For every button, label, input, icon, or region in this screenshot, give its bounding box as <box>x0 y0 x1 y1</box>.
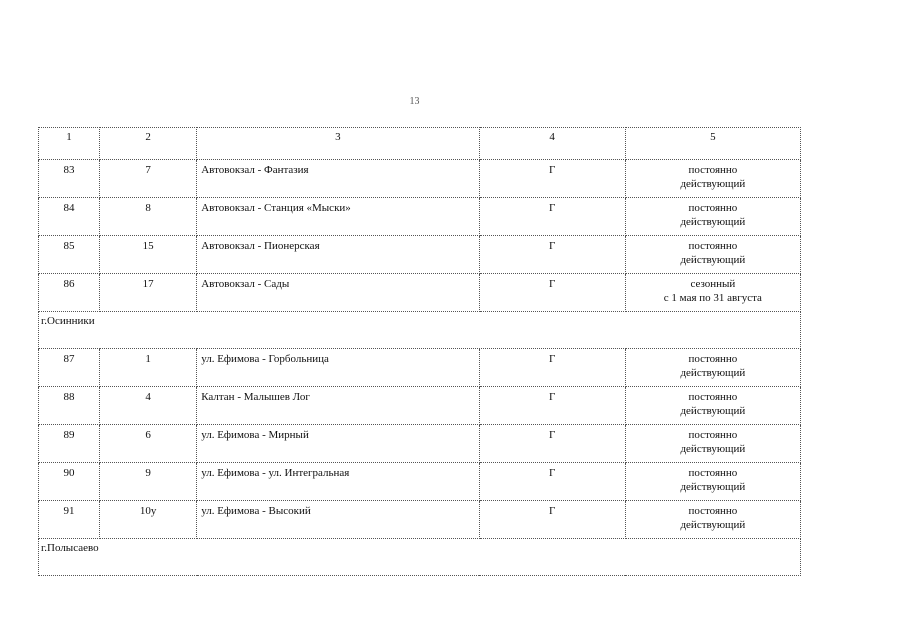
city-section-row <box>39 312 801 349</box>
route-number-cell: 10у <box>100 501 197 539</box>
header-cell-5: 5 <box>625 128 800 160</box>
operation-mode-line: действующий <box>680 254 746 266</box>
route-kind-cell: Г <box>479 160 625 198</box>
operation-mode-line: действующий <box>680 519 746 531</box>
header-cell-4: 4 <box>479 128 625 160</box>
operation-mode-line: действующий <box>680 367 746 379</box>
city-section-row <box>39 539 801 576</box>
route-kind-cell: Г <box>479 463 625 501</box>
operation-mode-cell <box>625 236 800 274</box>
table-header-row <box>39 128 801 160</box>
operation-mode-line: действующий <box>680 481 746 493</box>
operation-mode-line: постоянно <box>688 391 738 403</box>
table-row <box>39 463 801 501</box>
operation-mode-line: действующий <box>680 178 746 190</box>
operation-mode-cell <box>625 425 800 463</box>
operation-mode-line: постоянно <box>688 429 738 441</box>
operation-mode-cell <box>625 349 800 387</box>
route-number-cell: 7 <box>100 160 197 198</box>
route-number-cell: 15 <box>100 236 197 274</box>
operation-mode-cell <box>625 160 800 198</box>
row-number-cell: 91 <box>39 501 100 539</box>
operation-mode-line: с 1 мая по 31 августа <box>663 292 762 304</box>
row-number-cell: 88 <box>39 387 100 425</box>
page-number: 13 <box>409 96 420 107</box>
row-number-cell: 83 <box>39 160 100 198</box>
route-number-cell: 9 <box>100 463 197 501</box>
operation-mode-line: сезонный <box>690 278 736 290</box>
route-kind-cell: Г <box>479 198 625 236</box>
operation-mode-line: действующий <box>680 216 746 228</box>
route-name-cell: Автовокзал - Сады <box>197 274 479 312</box>
route-number-cell: 6 <box>100 425 197 463</box>
routes-table <box>38 127 801 576</box>
operation-mode-cell <box>625 501 800 539</box>
route-number-cell: 4 <box>100 387 197 425</box>
route-number-cell: 8 <box>100 198 197 236</box>
route-kind-cell: Г <box>479 387 625 425</box>
header-cell-3: 3 <box>197 128 479 160</box>
route-name-cell: ул. Ефимова - Горбольница <box>197 349 479 387</box>
row-number-cell: 85 <box>39 236 100 274</box>
route-kind-cell: Г <box>479 274 625 312</box>
row-number-cell: 89 <box>39 425 100 463</box>
row-number-cell: 86 <box>39 274 100 312</box>
operation-mode-line: постоянно <box>688 240 738 252</box>
route-name-cell: Автовокзал - Пионерская <box>197 236 479 274</box>
route-name-cell: ул. Ефимова - Высокий <box>197 501 479 539</box>
header-cell-2: 2 <box>100 128 197 160</box>
table-row <box>39 274 801 312</box>
route-kind-cell: Г <box>479 425 625 463</box>
table-row <box>39 349 801 387</box>
route-kind-cell: Г <box>479 236 625 274</box>
operation-mode-line: постоянно <box>688 202 738 214</box>
route-name-cell: Автовокзал - Фантазия <box>197 160 479 198</box>
operation-mode-cell <box>625 463 800 501</box>
table-row <box>39 198 801 236</box>
table-row <box>39 501 801 539</box>
table-row <box>39 387 801 425</box>
city-name: г.Осинники <box>39 312 801 349</box>
operation-mode-line: постоянно <box>688 505 738 517</box>
route-kind-cell: Г <box>479 501 625 539</box>
table-row <box>39 236 801 274</box>
operation-mode-line: постоянно <box>688 467 738 479</box>
operation-mode-line: действующий <box>680 443 746 455</box>
route-name-cell: Калтан - Малышев Лог <box>197 387 479 425</box>
row-number-cell: 87 <box>39 349 100 387</box>
row-number-cell: 90 <box>39 463 100 501</box>
route-kind-cell: Г <box>479 349 625 387</box>
table-row <box>39 160 801 198</box>
operation-mode-line: действующий <box>680 405 746 417</box>
route-name-cell: ул. Ефимова - Мирный <box>197 425 479 463</box>
row-number-cell: 84 <box>39 198 100 236</box>
operation-mode-cell <box>625 274 800 312</box>
city-name: г.Полысаево <box>39 539 801 576</box>
route-number-cell: 17 <box>100 274 197 312</box>
operation-mode-line: постоянно <box>688 164 738 176</box>
route-number-cell: 1 <box>100 349 197 387</box>
operation-mode-line: постоянно <box>688 353 738 365</box>
header-cell-1: 1 <box>39 128 100 160</box>
table-row <box>39 425 801 463</box>
route-name-cell: ул. Ефимова - ул. Интегральная <box>197 463 479 501</box>
operation-mode-cell <box>625 198 800 236</box>
operation-mode-cell <box>625 387 800 425</box>
route-name-cell: Автовокзал - Станция «Мыски» <box>197 198 479 236</box>
